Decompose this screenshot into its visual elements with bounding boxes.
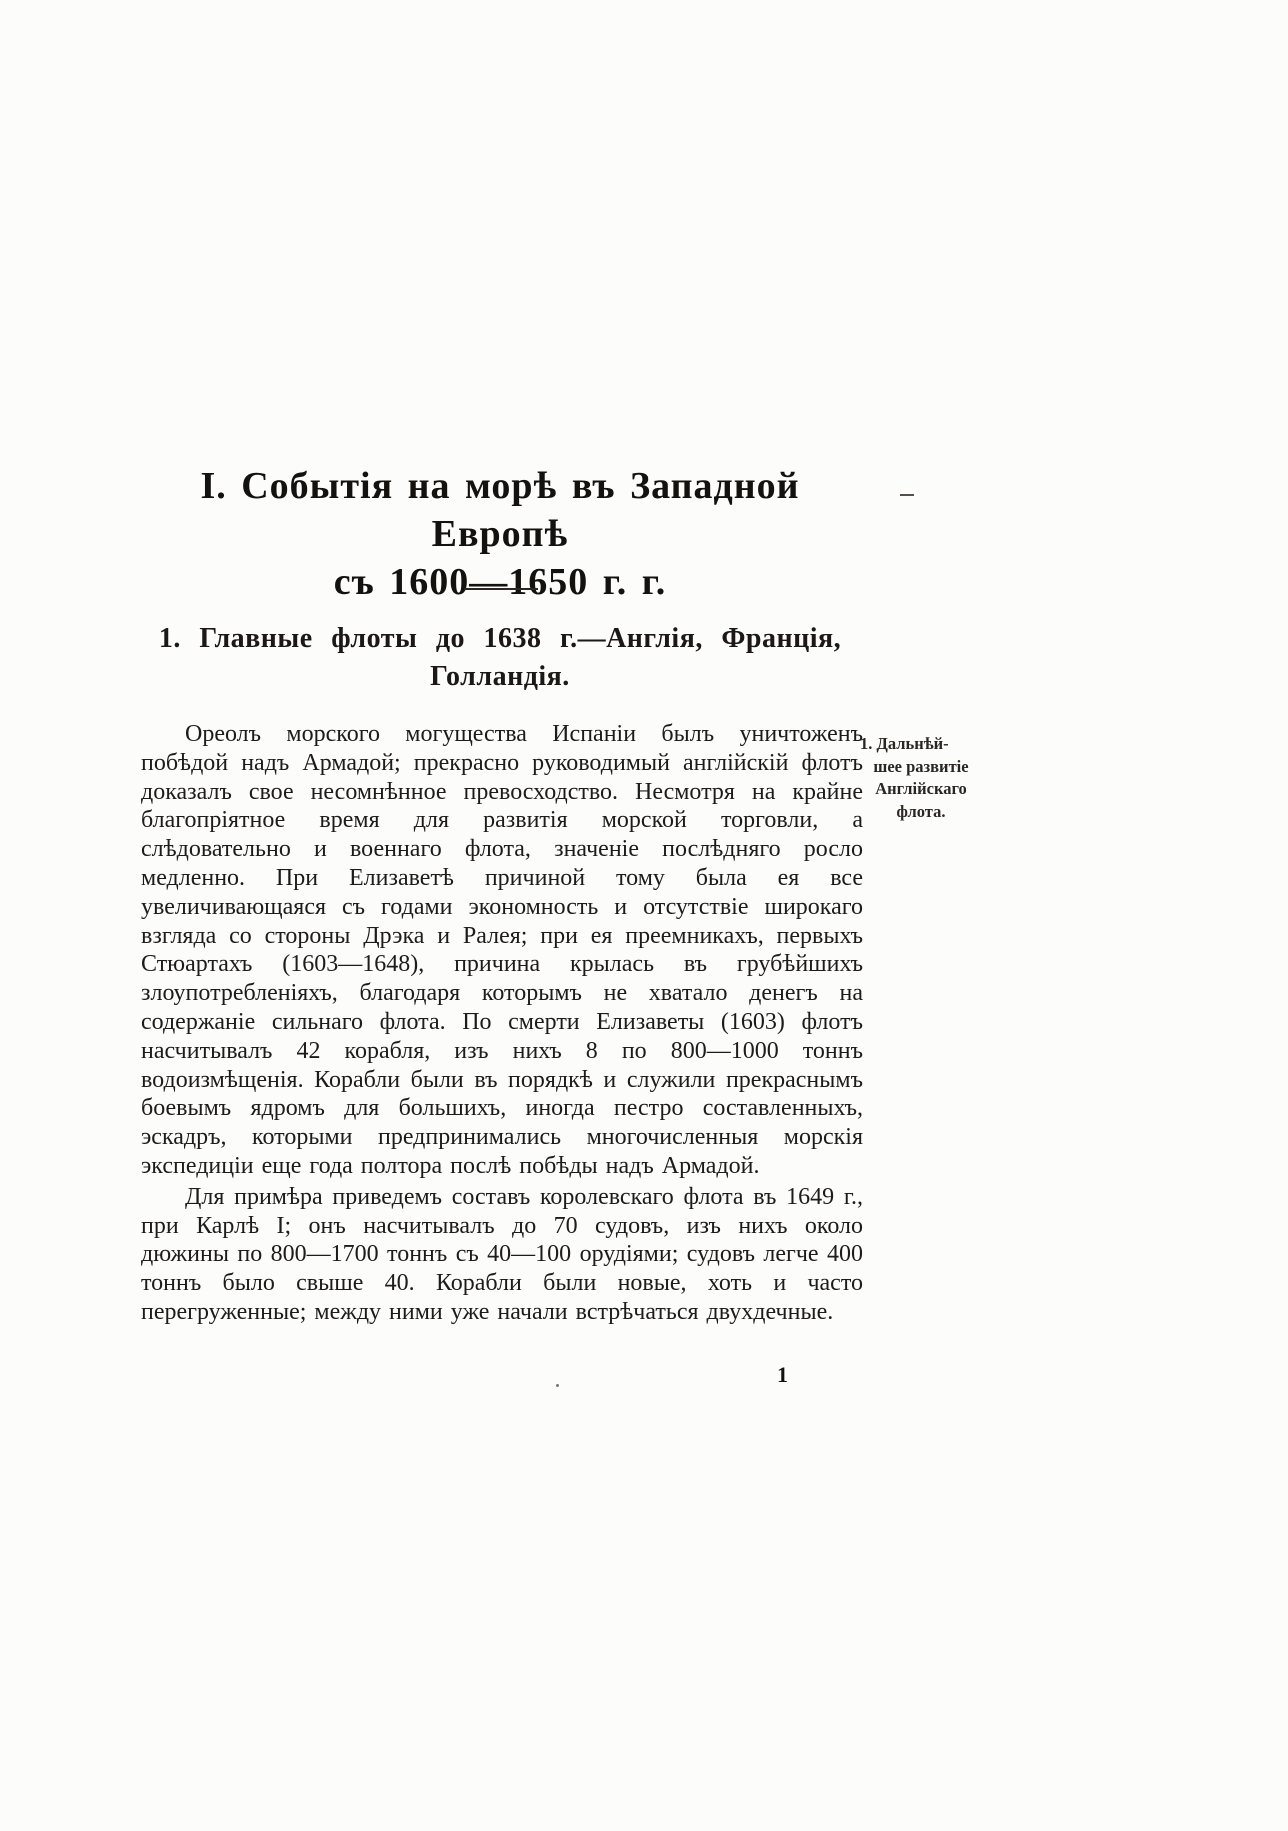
margin-note-line: шее развитіе bbox=[873, 756, 969, 776]
stray-dot-mark bbox=[556, 1384, 559, 1387]
paragraph: Ореолъ морского могущества Испаніи былъ уничтоженъ побѣдой надъ Армадой; прекрасно руководимый англійскій флотъ доказалъ свое несомнѣнное превосходство. Несмотря на крайне благопріятное время для развитія морской торговли, а слѣдовательно и военнаго флота, значеніе послѣдняго росло медленно. При Елизаветѣ причиной тому была ея все увеличивающаяся съ годами экономность и отсутствіе широкаго взгляда со стороны Дрэка и Ралея; при ея преемникахъ, первыхъ Стюартахъ (1603—1648), причина крылась въ грубѣйшихъ злоупотребленіяхъ, благодаря которымъ не хватало денегъ на содержаніе сильнаго флота. По смерти Елизаветы (1603) флотъ насчитывалъ 42 корабля, изъ нихъ 8 по 800—1000 тоннъ водоизмѣщенія. Корабли были въ порядкѣ и служили прекраснымъ боевымъ ядромъ для большихъ, иногда пестро составленныхъ, эскадръ, которыми предпринимались многочисленныя морскія экспедиціи еще года полтора послѣ побѣды надъ Армадой. bbox=[141, 721, 863, 1179]
chapter-title-line-1: I. Событія на морѣ въ Западной Европѣ bbox=[200, 465, 800, 555]
section-heading bbox=[130, 620, 870, 696]
chapter-title bbox=[130, 462, 870, 606]
margin-note-line: флота. bbox=[896, 801, 946, 821]
chapter-title-line-2: съ 1600—1650 г. г. bbox=[333, 561, 667, 603]
paragraph: Для примѣра приведемъ составъ королевскаго флота въ 1649 г., при Карлѣ I; онъ насчитывалъ до 70 судовъ, изъ нихъ около дюжины по 800—1700 тоннъ съ 40—100 орудіями; судовъ легче 400 тоннъ было свыше 40. Корабли были новые, хоть и часто перегруженные; между ними уже начали встрѣчаться двухдечные. bbox=[141, 1183, 863, 1325]
margin-note-line: Англійскаго bbox=[875, 779, 967, 798]
page-number: 1 bbox=[777, 1362, 788, 1387]
title-divider bbox=[464, 588, 538, 590]
stray-print-mark bbox=[900, 494, 914, 496]
margin-note-line: 1. Дальнѣй- bbox=[860, 734, 949, 753]
margin-note bbox=[860, 733, 982, 823]
section-heading-line-1: 1. Главные флоты до 1638 г.—Англія, Франція, bbox=[158, 623, 842, 654]
body-text bbox=[141, 720, 863, 1327]
section-heading-line-2: Голландія. bbox=[430, 661, 570, 692]
